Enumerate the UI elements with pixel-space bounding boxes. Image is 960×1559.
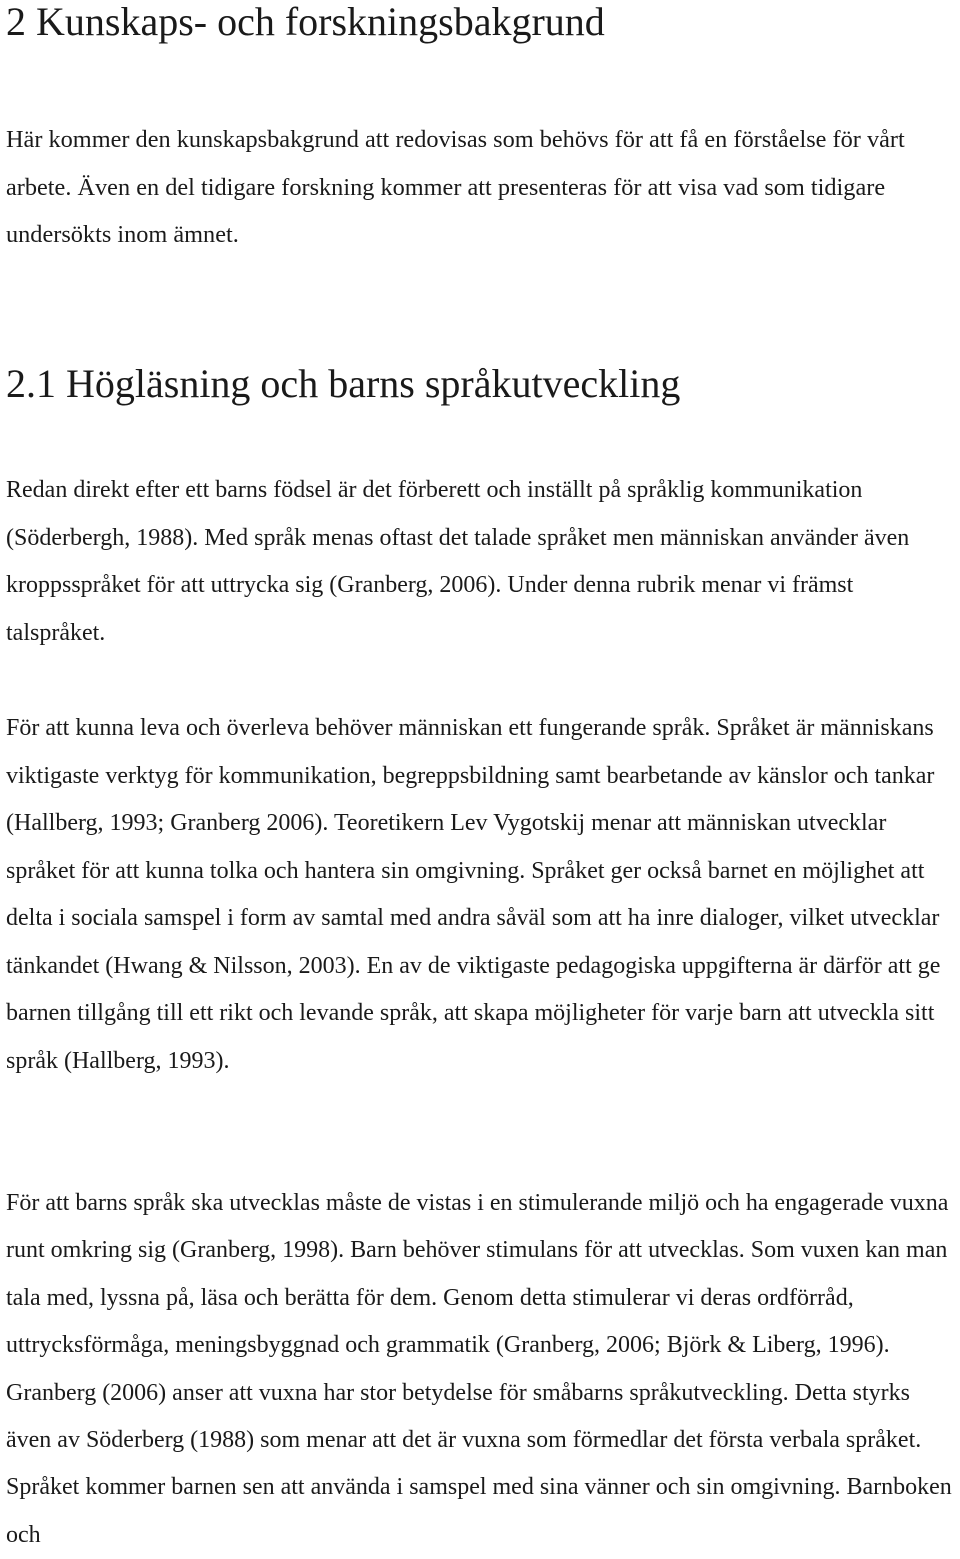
body-paragraph-3: För att barns språk ska utvecklas måste de vistas i en stimulerande miljö och ha engagerade vuxna runt omkring sig (Granberg, 1998). Barn behöver stimulans för att utvecklas. Som vuxen kan man tala med, lyssna på, läsa och berätta för dem. Genom detta stimulerar vi deras ordförråd, uttrycksförmåga, meningsbyggnad och grammatik (Granberg, 2006; Björk & Liberg, 1996). Granberg (2006) anser att vuxna har stor betydelse för småbarns språkutveckling. Detta styrks även av Söderberg (1988) som menar att det är vuxna som förmedlar det första verbala språket. Språket kommer barnen sen att använda i samspel med sina vänner och sin omgivning. Barnboken och <box>6 1190 952 1548</box>
body-paragraph-2: För att kunna leva och överleva behöver människan ett fungerande språk. Språket är människans viktigaste verktyg för kommunikation, begreppsbildning samt bearbetande av känslor och tankar (Hallberg, 1993; Granberg 2006). Teoretikern Lev Vygotskij menar att människan utvecklar språket för att kunna tolka och hantera sin omgivning. Språket ger också barnet en möjlighet att delta i sociala samspel i form av samtal med andra såväl som att ha inre dialoger, vilket utvecklar tänkandet (Hwang & Nilsson, 2003). En av de viktigaste pedagogiska uppgifterna är därför att ge barnen tillgång till ett rikt och levande språk, att skapa möjligheter för varje barn att utveckla sitt språk (Hallberg, 1993). <box>6 715 941 1074</box>
section-intro-paragraph: Här kommer den kunskapsbakgrund att redovisas som behövs för att få en förståelse för vårt arbete. Även en del tidigare forskning kommer att presenteras för att visa vad som tidigare undersökts inom ämnet. <box>6 126 905 248</box>
subsection-heading: 2.1 Högläsning och barns språkutveckling <box>6 361 681 406</box>
body-paragraph-1: Redan direkt efter ett barns födsel är det förberett och inställt på språklig kommunikation (Söderbergh, 1988). Med språk menas oftast det talade språket men människan använder även kroppsspråket för att uttrycka sig (Granberg, 2006). Under denna rubrik menar vi främst talspråket. <box>6 477 910 646</box>
section-heading: 2 Kunskaps- och forskningsbakgrund <box>6 0 605 44</box>
